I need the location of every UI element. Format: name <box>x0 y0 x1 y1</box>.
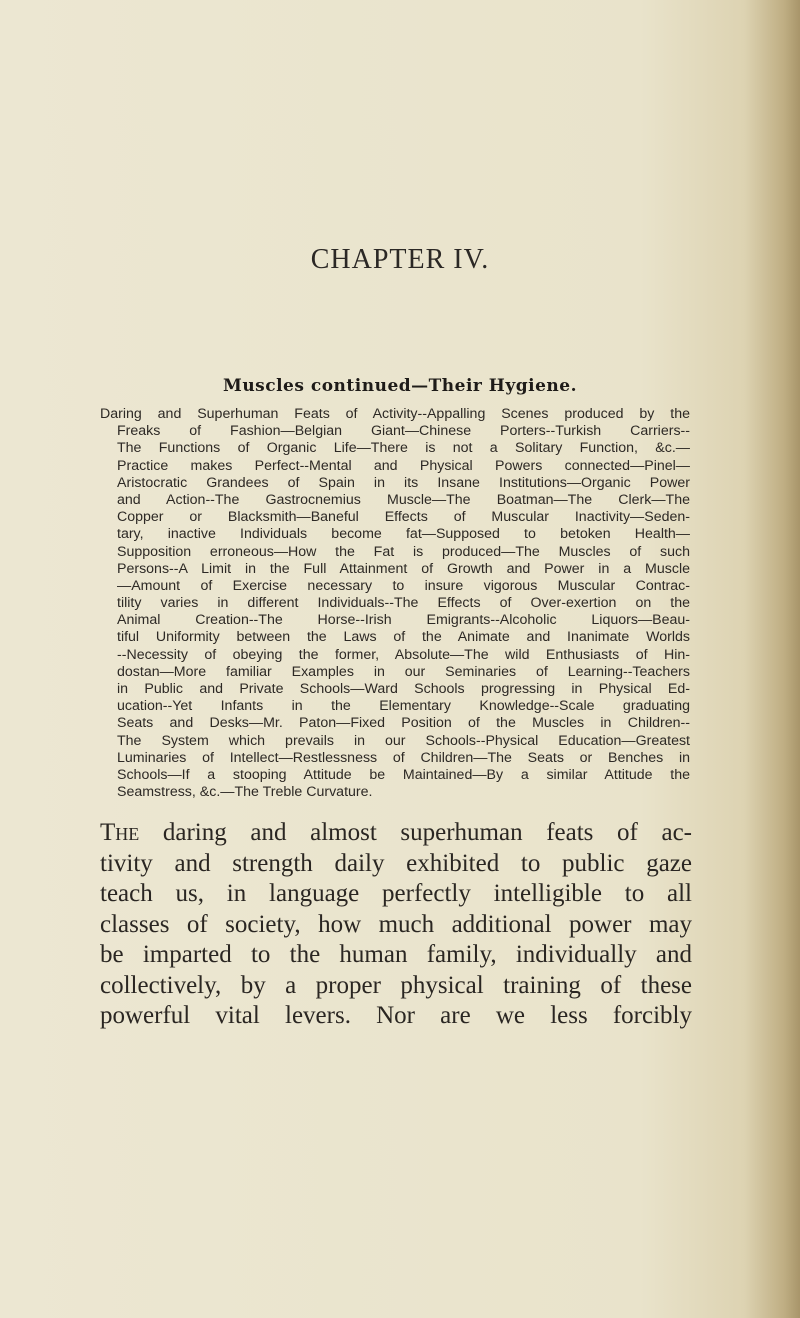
body-line: be imparted to the human family, individually and <box>100 941 692 968</box>
synopsis-line: Persons--A Limit in the Full Attainment of Growth and Power in a Muscle <box>117 560 690 577</box>
synopsis-line: tility varies in different Individuals--The Effects of Over-exertion on the <box>117 595 690 612</box>
synopsis-line: tiful Uniformity between the Laws of the Animate and Inanimate Worlds <box>117 629 690 646</box>
synopsis-line: Aristocratic Grandees of Spain in its Insane Institutions—Organic Power <box>117 474 690 491</box>
synopsis-line: Practice makes Perfect--Mental and Physical Powers connected—Pinel— <box>117 457 690 474</box>
synopsis-line: Schools—If a stooping Attitude be Maintained—By a similar Attitude the <box>117 766 690 783</box>
body-paragraph <box>100 818 692 1032</box>
body-line: tivity and strength daily exhibited to public gaze <box>100 849 692 877</box>
body-line: classes of society, how much additional power may <box>100 910 692 938</box>
synopsis-line: Luminaries of Intellect—Restlessness of Children—The Seats or Benches in <box>117 749 690 766</box>
synopsis-line: Animal Creation--The Horse--Irish Emigrants--Alcoholic Liquors—Beau- <box>117 612 690 629</box>
synopsis-line: --Necessity of obeying the former, Absolute—The wild Enthusiasts of Hin- <box>117 646 690 663</box>
chapter-synopsis <box>100 406 690 801</box>
body-line-text: daring and almost superhuman feats of ac- <box>139 819 692 846</box>
synopsis-line: Supposition erroneous—How the Fat is produced—The Muscles of such <box>117 543 690 560</box>
synopsis-line: ucation--Yet Infants in the Elementary Knowledge--Scale graduating <box>117 698 690 715</box>
chapter-subtitle: Muscles continued—Their Hygiene. <box>223 376 577 396</box>
synopsis-line: —Amount of Exercise necessary to insure vigorous Muscular Contrac- <box>117 577 690 594</box>
synopsis-line: Copper or Blacksmith—Baneful Effects of Muscular Inactivity—Seden- <box>117 509 690 526</box>
synopsis-line: Seamstress, &c.—The Treble Curvature. <box>117 784 373 801</box>
synopsis-line: Freaks of Fashion—Belgian Giant—Chinese Porters--Turkish Carriers-- <box>117 423 690 440</box>
body-line: teach us, in language perfectly intelligible to all <box>100 880 692 907</box>
synopsis-line: dostan—More familiar Examples in our Seminaries of Learning--Teachers <box>117 663 690 680</box>
synopsis-line: tary, inactive Individuals become fat—Supposed to betoken Health— <box>117 526 690 543</box>
synopsis-line: The System which prevails in our Schools--Physical Education—Greatest <box>117 732 690 749</box>
synopsis-line: Daring and Superhuman Feats of Activity--Appalling Scenes produced by the <box>100 406 690 422</box>
synopsis-line: in Public and Private Schools—Ward Schools progressing in Physical Ed- <box>117 681 690 697</box>
body-line <box>100 818 692 849</box>
synopsis-line: Seats and Desks—Mr. Paton—Fixed Position of the Muscles in Children-- <box>117 715 690 732</box>
synopsis-line: and Action--The Gastrocnemius Muscle—The Boatman—The Clerk—The <box>117 491 690 508</box>
body-first-word: The <box>100 819 140 846</box>
synopsis-line: The Functions of Organic Life—There is not a Solitary Function, &c.— <box>117 440 690 457</box>
body-line: powerful vital levers. Nor are we less forcibly <box>100 1002 692 1029</box>
chapter-title: CHAPTER IV. <box>310 244 490 275</box>
body-line: collectively, by a proper physical training of these <box>100 971 692 999</box>
